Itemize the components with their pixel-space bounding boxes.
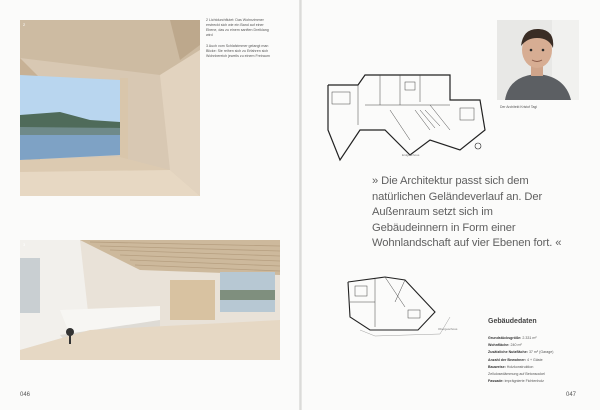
photo-number: 2 [23,22,26,27]
fact-row: Bauweise: Holzkonstruktion [488,364,534,369]
caption-3: 3 Auch vom Schlafzimmer gelangt man Blicke: Sie reihen sich zu Erfahren sich Wohnbereich jeweils zu einem Freiraum [206,44,270,58]
gutter [299,0,302,410]
plan-caption-ground: Erdgeschoss [402,153,420,157]
photo-number: 3 [23,242,26,247]
caption-2: 2 Lichtdurchflutet: Das Wohnzimmer erstreckt sich wie ein Band auf einer Ebene, das zu einem sanften Dreiklang wird [206,18,269,37]
page-number-left: 046 [20,392,31,398]
fact-row: Wohnfläche: 240 m² [488,343,522,348]
facts-title: Gebäudedaten [488,318,537,325]
fact-row: Zellulosedämmung auf Betonsockel [488,372,545,377]
fact-row: Fassade: imprägnierte Fichtenholz [488,379,544,384]
living-room-photo [20,20,200,196]
floor-plan-ground [320,70,490,165]
pull-quote: » Die Architektur passt sich dem natürlichen Geländeverlauf an. Der Außenraum setzt sich im Gebäudeinnern in Form einer Wohnlandschaft auf vier Ebenen fort. « [372,175,562,249]
page-number-right: 047 [566,392,577,398]
fact-row: Anzahl der Bewohner: 4 + Gäste [488,357,543,362]
architect-portrait [497,20,579,100]
building-facts [488,335,588,385]
fact-row: Grundstücksgröße: 2.331 m² [488,336,537,340]
fact-row: Zusätzliche Nutzfläche: 37 m² (Garage) [488,350,554,355]
photo-captions [206,18,276,65]
kitchen-photo [20,240,280,360]
plan-caption-upper: Obergeschoss [438,327,458,331]
portrait-caption: Der Architekt Kristof Tagi [500,105,538,109]
